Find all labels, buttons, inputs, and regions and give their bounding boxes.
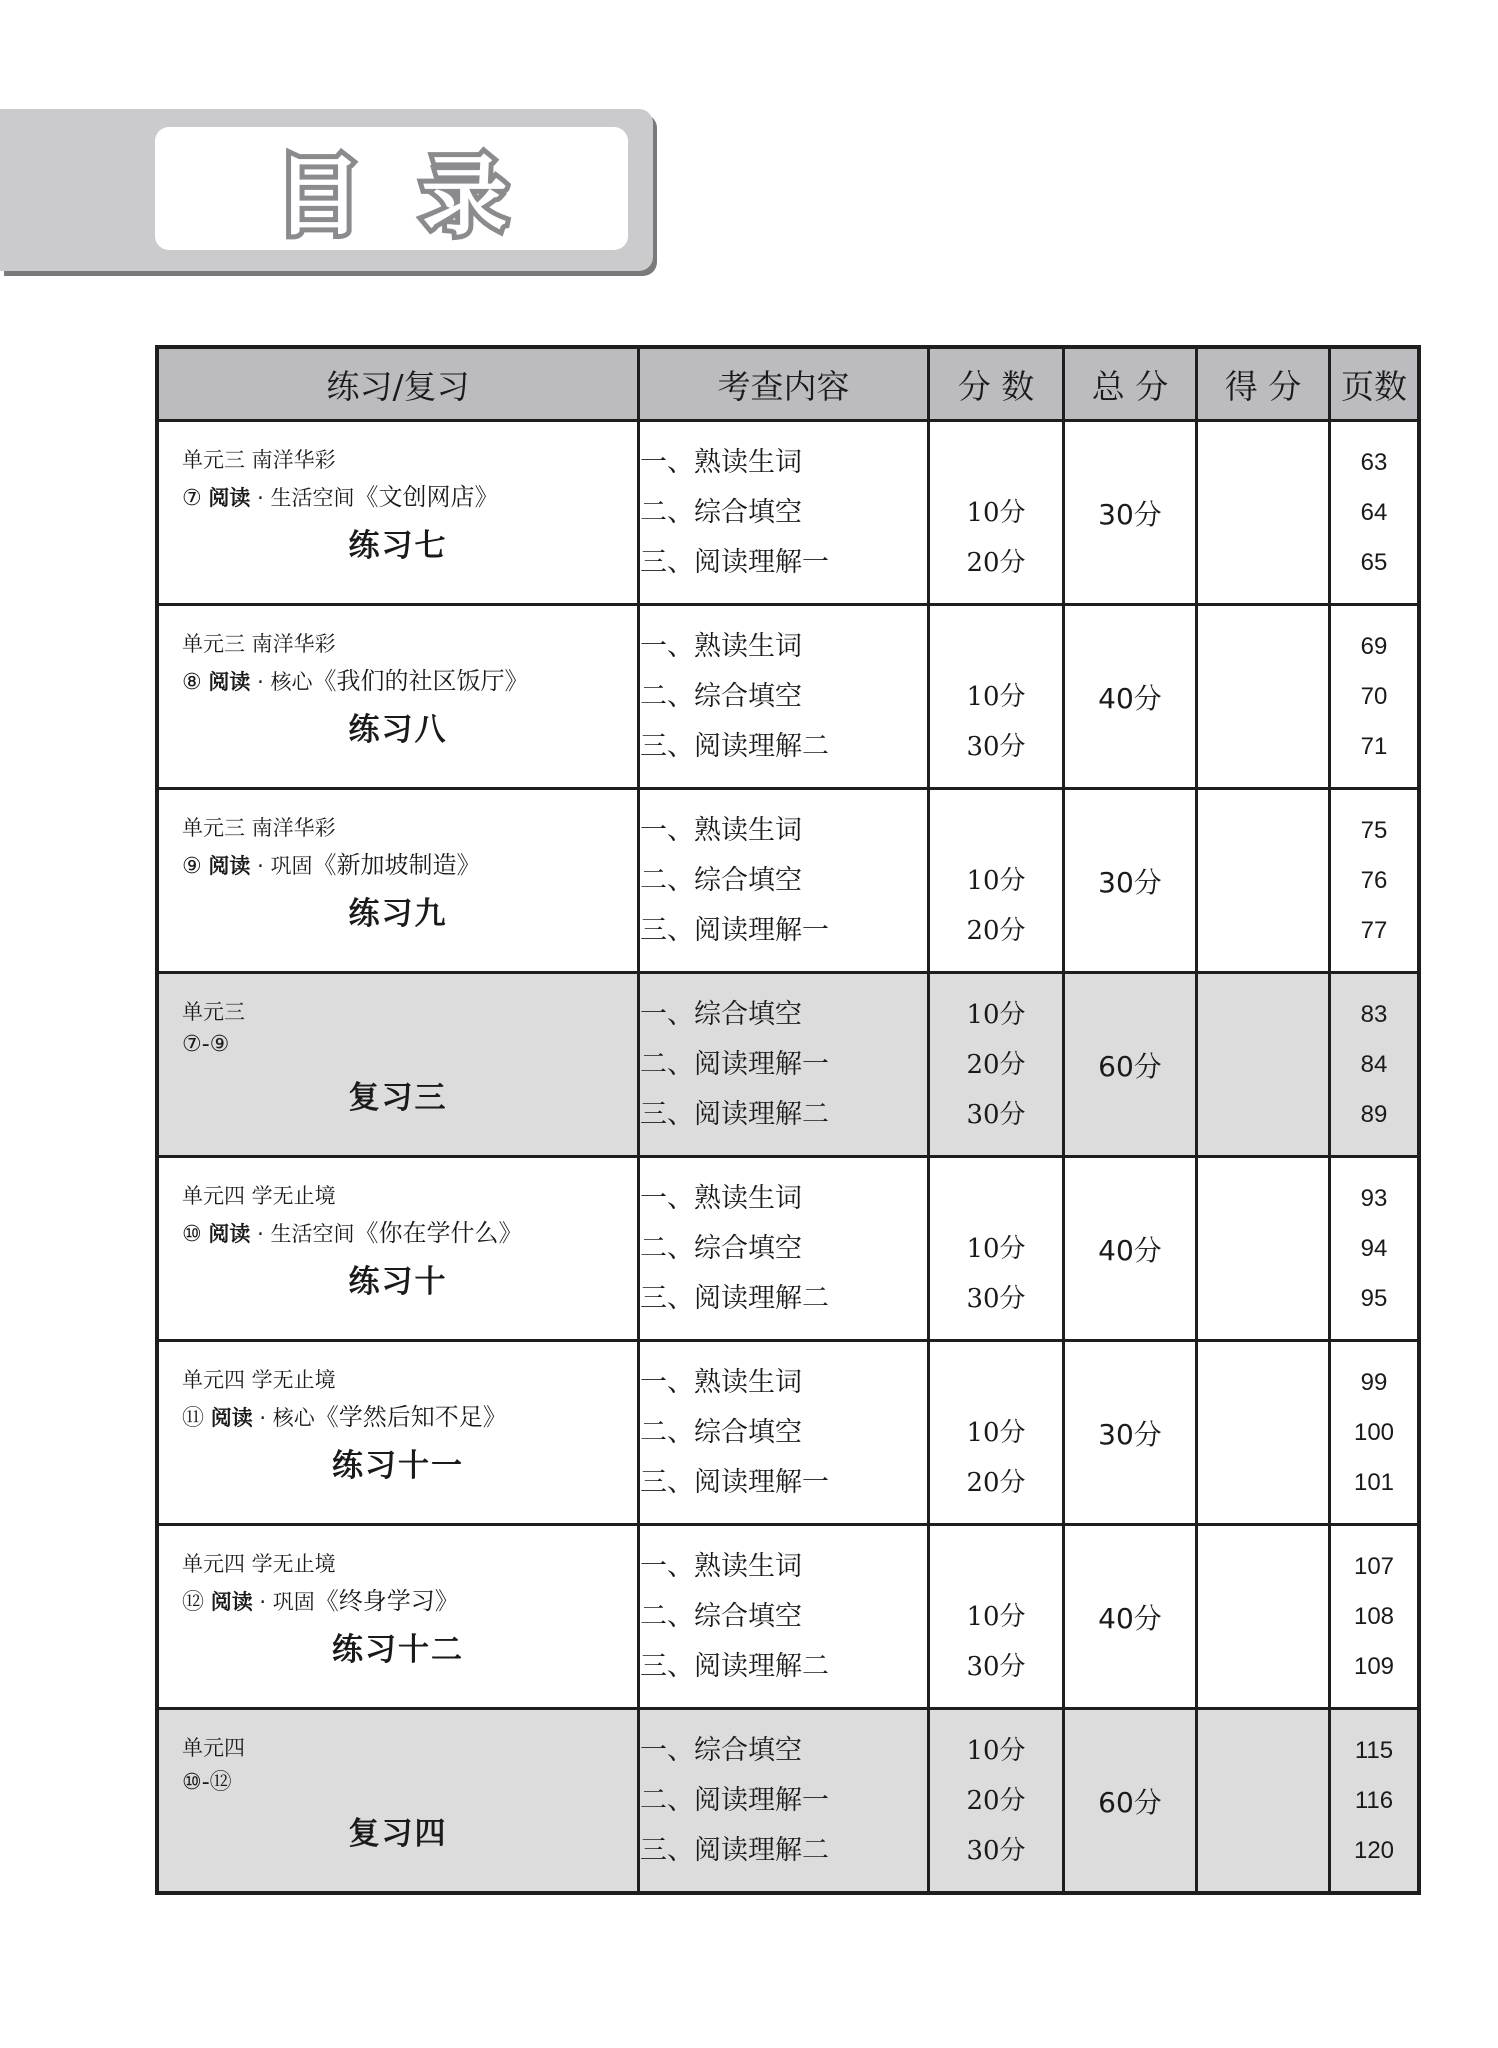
header-row [157,347,1419,421]
lesson-title: 《我们的社区饭厅》 [312,667,529,695]
score-value [930,1358,1062,1408]
header-total: 总 分 [1064,347,1197,421]
score-value: 30分 [966,1651,1026,1682]
page-number: 93 [1360,1184,1388,1212]
total-cell: 40分 [1064,1157,1197,1341]
lesson-number: ⑫ [182,1590,205,1615]
table-row [157,421,1419,605]
content-cell [639,1157,929,1341]
total-cell: 40分 [1064,1525,1197,1709]
score-value: 10分 [966,497,1026,528]
content-item: 二、阅读理解一 [640,1048,829,1080]
header-exercise: 练习/复习 [157,347,639,421]
content-item: 三、阅读理解一 [640,914,829,946]
content-cell [639,1525,929,1709]
earned-cell[interactable] [1197,1157,1330,1341]
content-cell [639,1341,929,1525]
earned-cell[interactable] [1197,1341,1330,1525]
header-pages: 页数 [1330,347,1420,421]
pages-cell [1330,789,1420,973]
lesson-separator: · [252,1406,273,1430]
score-value: 10分 [966,1417,1026,1448]
unit-label: 单元三 南洋华彩 [182,816,336,840]
lesson-label [182,1397,507,1432]
score-value: 20分 [966,1785,1026,1816]
score-value: 30分 [966,1835,1026,1866]
total-cell: 60分 [1064,1709,1197,1894]
unit-label: 单元三 南洋华彩 [182,448,336,472]
page-number: 107 [1353,1552,1395,1580]
page-number: 94 [1360,1234,1388,1262]
content-item: 二、综合填空 [640,496,802,528]
lesson-label [182,1765,232,1796]
lesson-number: ⑪ [182,1406,205,1431]
content-item: 一、综合填空 [640,1734,802,1766]
unit-label: 单元四 学无止境 [182,1368,336,1392]
table-row [157,605,1419,789]
page-number: 77 [1360,916,1388,944]
lesson-title: 《新加坡制造》 [312,851,481,879]
lesson-separator: · [250,486,271,510]
header-earned: 得 分 [1197,347,1330,421]
content-item: 二、综合填空 [640,1600,802,1632]
page-number: 99 [1360,1368,1388,1396]
exercise-cell [157,1525,639,1709]
lesson-title: 《你在学什么》 [354,1219,523,1247]
score-value [930,622,1062,672]
page-number: 84 [1360,1050,1388,1078]
page-number: 116 [1354,1786,1394,1814]
unit-label: 单元三 南洋华彩 [182,632,336,656]
total-cell: 40分 [1064,605,1197,789]
score-cell [929,789,1064,973]
exercise-name: 练习十一 [332,1448,464,1484]
score-value: 30分 [966,731,1026,762]
page-number: 83 [1360,1000,1388,1028]
unit-label: 单元四 学无止境 [182,1552,336,1576]
exercise-cell [157,1709,639,1894]
exercise-cell [157,605,639,789]
score-value: 20分 [966,547,1026,578]
score-cell [929,1341,1064,1525]
score-cell [929,421,1064,605]
score-cell [929,973,1064,1157]
unit-label: 单元四 学无止境 [182,1184,336,1208]
page-number: 63 [1360,448,1388,476]
pages-cell [1330,605,1420,789]
content-item: 二、阅读理解一 [640,1784,829,1816]
table-row [157,1525,1419,1709]
score-value [930,438,1062,488]
table-row [157,1157,1419,1341]
page-number: 120 [1353,1836,1395,1864]
earned-cell[interactable] [1197,789,1330,973]
exercise-name: 练习十 [348,1264,448,1300]
total-cell: 60分 [1064,973,1197,1157]
table-row [157,789,1419,973]
lesson-category: 核心 [270,670,313,694]
pages-cell [1330,973,1420,1157]
total-cell: 30分 [1064,789,1197,973]
earned-cell[interactable] [1197,421,1330,605]
earned-cell[interactable] [1197,973,1330,1157]
pages-cell [1330,1157,1420,1341]
page-number: 71 [1360,732,1388,760]
exercise-cell [157,1341,639,1525]
lesson-read-tag: 阅读 [210,1590,253,1614]
content-item: 三、阅读理解二 [640,1098,829,1130]
header-score: 分 数 [929,347,1064,421]
lesson-title: 《终身学习》 [314,1587,459,1615]
lesson-read-tag: 阅读 [208,1222,251,1246]
lesson-label [182,1213,522,1248]
title-box [155,127,628,250]
lesson-number: ⑦ [182,486,202,511]
lesson-separator: · [250,1222,271,1246]
page-number: 64 [1360,498,1388,526]
score-value: 30分 [966,1283,1026,1314]
table-row [157,1709,1419,1894]
exercise-cell [157,789,639,973]
content-item: 二、综合填空 [640,864,802,896]
score-value [930,1174,1062,1224]
exercise-name: 练习九 [348,896,448,932]
earned-cell[interactable] [1197,1709,1330,1894]
content-item: 三、阅读理解二 [640,1650,829,1682]
score-value: 20分 [966,1049,1026,1080]
title-banner [0,109,653,271]
content-item: 一、熟读生词 [640,630,802,662]
page-number: 95 [1360,1284,1388,1312]
score-value: 10分 [966,681,1026,712]
lesson-category: 生活空间 [270,486,355,510]
score-value: 20分 [966,1467,1026,1498]
earned-cell[interactable] [1197,1525,1330,1709]
lesson-category: 生活空间 [270,1222,355,1246]
lesson-label [182,661,528,696]
exercise-name: 复习三 [348,1080,448,1116]
lesson-label [182,1029,229,1057]
score-cell [929,1525,1064,1709]
content-cell [639,973,929,1157]
lesson-number: ⑦-⑨ [182,1032,230,1057]
table-row [157,973,1419,1157]
content-item: 三、阅读理解二 [640,1282,829,1314]
exercise-cell [157,1157,639,1341]
content-item: 二、综合填空 [640,680,802,712]
lesson-separator: · [252,1590,273,1614]
lesson-title: 《学然后知不足》 [314,1403,507,1431]
lesson-separator: · [250,670,271,694]
total-cell: 30分 [1064,1341,1197,1525]
score-value: 30分 [966,1099,1026,1130]
exercise-name: 复习四 [348,1816,448,1852]
pages-cell [1330,1709,1420,1894]
pages-cell [1330,421,1420,605]
score-value: 10分 [966,999,1026,1030]
content-item: 三、阅读理解一 [640,546,829,578]
page-number: 75 [1360,816,1388,844]
lesson-read-tag: 阅读 [208,854,251,878]
table-row [157,1341,1419,1525]
total-cell: 30分 [1064,421,1197,605]
page-number: 76 [1360,866,1388,894]
page-title: 目录 [275,146,568,247]
score-cell [929,1709,1064,1894]
contents-table [155,345,1421,1895]
page-number: 100 [1353,1418,1395,1446]
content-item: 一、熟读生词 [640,1550,802,1582]
exercise-cell [157,421,639,605]
content-item: 一、综合填空 [640,998,802,1030]
lesson-category: 核心 [272,1406,315,1430]
score-cell [929,605,1064,789]
header-content: 考查内容 [639,347,929,421]
score-value [930,1542,1062,1592]
lesson-category: 巩固 [270,854,313,878]
lesson-separator: · [250,854,271,878]
unit-label: 单元四 [182,1736,245,1760]
score-cell [929,1157,1064,1341]
lesson-category: 巩固 [272,1590,315,1614]
score-value: 10分 [966,1601,1026,1632]
lesson-label [182,845,480,880]
content-item: 三、阅读理解一 [640,1466,829,1498]
unit-label: 单元三 [182,1000,245,1024]
score-value: 10分 [966,865,1026,896]
lesson-number: ⑧ [182,670,202,695]
lesson-number: ⑩ [182,1222,202,1247]
score-value: 10分 [966,1735,1026,1766]
score-value: 20分 [966,915,1026,946]
content-item: 二、综合填空 [640,1232,802,1264]
lesson-number: ⑨ [182,854,202,879]
page-number: 109 [1353,1652,1395,1680]
score-value [930,806,1062,856]
page-number: 69 [1360,632,1388,660]
content-cell [639,421,929,605]
lesson-read-tag: 阅读 [208,670,251,694]
page-number: 101 [1353,1468,1395,1496]
content-item: 三、阅读理解二 [640,1834,829,1866]
lesson-number: ⑩-⑫ [182,1770,232,1795]
content-item: 一、熟读生词 [640,446,802,478]
page-number: 70 [1360,682,1388,710]
exercise-name: 练习七 [348,528,448,564]
content-cell [639,605,929,789]
exercise-name: 练习八 [348,712,448,748]
score-value: 10分 [966,1233,1026,1264]
content-item: 一、熟读生词 [640,1182,802,1214]
content-item: 三、阅读理解二 [640,730,829,762]
page-number: 115 [1354,1736,1394,1764]
pages-cell [1330,1341,1420,1525]
content-item: 二、综合填空 [640,1416,802,1448]
exercise-cell [157,973,639,1157]
content-cell [639,1709,929,1894]
pages-cell [1330,1525,1420,1709]
lesson-read-tag: 阅读 [208,486,251,510]
lesson-label [182,477,498,512]
exercise-name: 练习十二 [332,1632,464,1668]
lesson-read-tag: 阅读 [210,1406,253,1430]
content-cell [639,789,929,973]
page-number: 108 [1353,1602,1395,1630]
page-number: 65 [1360,548,1388,576]
content-item: 一、熟读生词 [640,1366,802,1398]
lesson-label [182,1581,459,1616]
lesson-title: 《文创网店》 [354,483,499,511]
content-item: 一、熟读生词 [640,814,802,846]
page-number: 89 [1360,1100,1388,1128]
earned-cell[interactable] [1197,605,1330,789]
